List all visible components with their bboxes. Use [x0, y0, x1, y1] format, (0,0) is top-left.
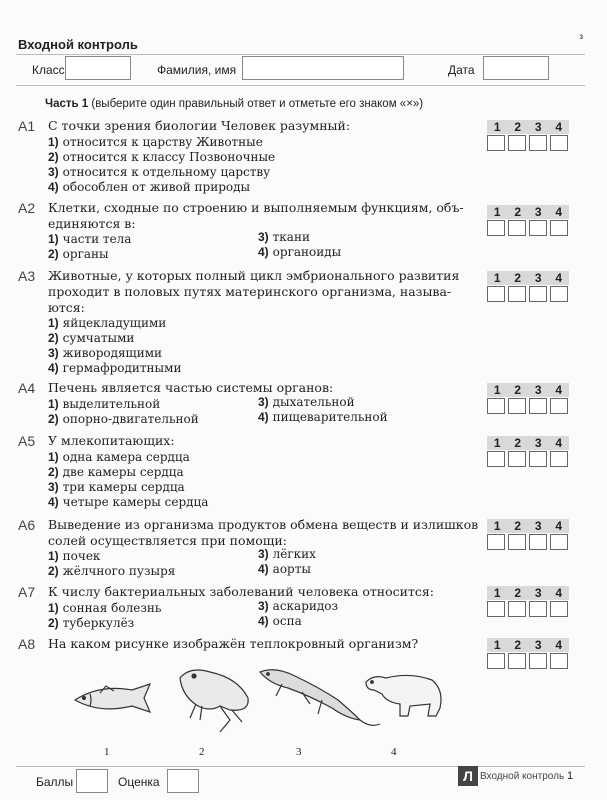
answer-digit: 4: [555, 383, 563, 397]
answer-box-2[interactable]: [508, 398, 526, 414]
option-3: [258, 599, 338, 614]
answer-digit: 1: [493, 638, 501, 652]
option-4: [48, 495, 208, 510]
question-text: [48, 200, 488, 232]
answer-digit: 3: [534, 586, 542, 600]
header-rule-bottom: [16, 85, 585, 86]
answer-digit: 2: [514, 271, 522, 285]
option-4: [258, 614, 302, 629]
option-text: органоиды: [272, 245, 342, 259]
answer-grid-a5: [487, 436, 569, 467]
option-number: 3): [48, 165, 59, 179]
answer-digit: 1: [493, 383, 501, 397]
answer-box-2[interactable]: [508, 601, 526, 617]
grade-label: Оценка: [118, 775, 160, 789]
option-number: 2): [48, 150, 59, 164]
answer-digit: 4: [555, 519, 563, 533]
question-text: [48, 118, 478, 134]
option-text: выделительной: [62, 397, 161, 411]
option-1: [48, 397, 160, 412]
grade-field[interactable]: [167, 769, 199, 793]
picture-label-1: 1: [104, 746, 110, 758]
option-text: ткани: [272, 230, 310, 244]
option-number: 1): [48, 450, 59, 464]
option-3: [258, 547, 316, 562]
option-text: почек: [62, 549, 101, 563]
part-title-bold: Часть 1: [45, 98, 89, 110]
answer-digit: 1: [493, 586, 501, 600]
option-2: [48, 247, 109, 262]
answer-grid-a1: [487, 120, 569, 151]
option-number: 3): [48, 480, 59, 494]
answer-digit: 4: [555, 586, 563, 600]
option-text: лёгких: [272, 547, 316, 561]
page-title: Входной контроль: [18, 37, 138, 52]
option-text: аскаридоз: [272, 599, 339, 613]
picture-label-3: 3: [296, 746, 302, 758]
option-text: живородящими: [62, 346, 163, 360]
question-text: [48, 380, 333, 396]
question-number: А5: [18, 433, 36, 449]
option-text: части тела: [62, 232, 132, 246]
date-field[interactable]: [483, 56, 549, 80]
answer-box-1[interactable]: [487, 220, 505, 236]
answer-box-1[interactable]: [487, 398, 505, 414]
option-number: 1): [48, 316, 59, 330]
question-line: единяются в:: [48, 216, 136, 231]
answer-box-1[interactable]: [487, 286, 505, 302]
answer-box-4[interactable]: [550, 220, 568, 236]
question-line: У млекопитающих:: [48, 433, 175, 448]
answer-digit: 1: [493, 271, 501, 285]
option-3: [48, 346, 162, 361]
answer-digit: 1: [493, 436, 501, 450]
corner-mark: з: [579, 32, 583, 41]
question-line: проходит в половых путях материнского организма, называ-: [48, 284, 452, 299]
question-line: Печень является частью системы органов:: [48, 380, 334, 395]
option-number: 1): [48, 397, 59, 411]
option-number: 2): [48, 564, 59, 578]
fish-picture: [75, 684, 150, 712]
question-text: [48, 584, 488, 600]
option-text: обособлен от живой природы: [62, 180, 251, 194]
option-text: оспа: [272, 614, 302, 628]
option-text: туберкулёз: [62, 616, 135, 630]
footer-rule: [16, 766, 585, 767]
answer-box-4[interactable]: [550, 534, 568, 550]
question-text: [48, 268, 488, 316]
option-3: [48, 480, 185, 495]
option-number: 4): [258, 245, 269, 259]
answer-box-3[interactable]: [529, 534, 547, 550]
answer-box-2[interactable]: [508, 534, 526, 550]
class-field[interactable]: [65, 56, 131, 80]
option-4: [48, 180, 250, 195]
option-2: [48, 465, 184, 480]
question-line: На каком рисунке изображён теплокровный организм?: [48, 636, 419, 651]
question-line: Выведение из организма продуктов обмена веществ и излишков: [48, 517, 479, 532]
option-text: относится к классу Позвоночные: [62, 150, 276, 164]
option-text: яйцекладущими: [62, 316, 167, 330]
question-number: А1: [18, 118, 36, 134]
answer-grid-a6: [487, 519, 569, 550]
option-1: [48, 450, 190, 465]
answer-digit: 2: [514, 586, 522, 600]
answer-digit: 4: [555, 271, 563, 285]
answer-grid-a2: [487, 205, 569, 236]
option-4: [48, 361, 181, 376]
date-label: Дата: [448, 63, 475, 77]
question-text: [48, 636, 488, 652]
question-line: Клетки, сходные по строению и выполняемым функциям, объ-: [48, 200, 464, 215]
option-number: 4): [48, 495, 59, 509]
answer-box-4[interactable]: [550, 451, 568, 467]
option-number: 2): [48, 412, 59, 426]
option-text: сумчатыми: [62, 331, 135, 345]
option-text: четыре камеры сердца: [62, 495, 209, 509]
answer-digit: 4: [555, 436, 563, 450]
answer-digit: 2: [514, 205, 522, 219]
question-line: ются:: [48, 300, 85, 315]
polar-bear-picture: [366, 675, 441, 716]
option-number: 2): [48, 247, 59, 261]
option-2: [48, 412, 199, 427]
option-number: 1): [48, 135, 59, 149]
answer-digit: 1: [493, 120, 501, 134]
name-label: Фамилия, имя: [157, 63, 237, 77]
option-number: 4): [258, 614, 269, 628]
class-label: Класс: [32, 63, 65, 77]
answer-box-4[interactable]: [550, 398, 568, 414]
answer-box-4[interactable]: [550, 135, 568, 151]
option-text: дыхательной: [272, 395, 355, 409]
answer-digit: 2: [514, 436, 522, 450]
option-text: аорты: [272, 562, 311, 576]
answer-digit: 3: [534, 436, 542, 450]
option-4: [258, 562, 311, 577]
option-3: [258, 230, 310, 245]
option-number: 4): [258, 410, 269, 424]
logo-badge: Л: [458, 766, 478, 786]
answer-digit: 1: [493, 519, 501, 533]
answer-digit: 2: [514, 638, 522, 652]
option-1: [48, 549, 100, 564]
score-label: Баллы: [36, 775, 74, 789]
option-4: [258, 245, 341, 260]
option-2: [48, 616, 134, 631]
option-2: [48, 331, 134, 346]
answer-box-1[interactable]: [487, 653, 505, 669]
picture-label-2: 2: [199, 746, 205, 758]
name-field[interactable]: [242, 56, 404, 80]
option-text: одна камера сердца: [62, 450, 190, 464]
answer-digit: 4: [555, 205, 563, 219]
option-text: опорно-двигательной: [62, 412, 199, 426]
option-text: сонная болезнь: [62, 601, 162, 615]
answer-box-2[interactable]: [508, 653, 526, 669]
answer-box-2[interactable]: [508, 451, 526, 467]
answer-box-1[interactable]: [487, 601, 505, 617]
option-3: [258, 395, 355, 410]
page-number: 1: [567, 770, 574, 782]
picture-label-4: 4: [391, 746, 397, 758]
question-number: А2: [18, 200, 36, 216]
question-text: [48, 517, 488, 549]
answer-digit: 4: [555, 120, 563, 134]
answer-box-4[interactable]: [550, 601, 568, 617]
option-1: [48, 601, 161, 616]
score-field[interactable]: [76, 769, 108, 793]
option-text: пищеварительной: [272, 410, 388, 424]
question-number: А8: [18, 636, 36, 652]
option-text: относится к отдельному царству: [62, 165, 271, 179]
answer-digit: 3: [534, 383, 542, 397]
option-1: [48, 316, 166, 331]
option-number: 4): [48, 361, 59, 375]
answer-grid-a4: [487, 383, 569, 414]
option-3: [48, 165, 270, 180]
option-number: 1): [48, 232, 59, 246]
option-text: две камеры сердца: [62, 465, 184, 479]
answer-box-4[interactable]: [550, 653, 568, 669]
answer-box-3[interactable]: [529, 601, 547, 617]
answer-box-2[interactable]: [508, 286, 526, 302]
option-number: 3): [258, 599, 269, 613]
answer-box-1[interactable]: [487, 451, 505, 467]
option-2: [48, 150, 275, 165]
option-number: 2): [48, 616, 59, 630]
answer-grid-a8: [487, 638, 569, 669]
answer-box-1[interactable]: [487, 534, 505, 550]
answer-digit: 3: [534, 519, 542, 533]
question-number: А3: [18, 268, 36, 284]
part-title: [45, 98, 423, 110]
answer-box-3[interactable]: [529, 451, 547, 467]
option-2: [48, 564, 175, 579]
answer-box-3[interactable]: [529, 398, 547, 414]
answer-grid-a3: [487, 271, 569, 302]
option-4: [258, 410, 388, 425]
question-line: К числу бактериальных заболеваний человека относится:: [48, 584, 435, 599]
answer-box-1[interactable]: [487, 135, 505, 151]
option-1: [48, 232, 131, 247]
option-text: относится к царству Животные: [62, 135, 263, 149]
question-number: А7: [18, 584, 36, 600]
option-text: органы: [62, 247, 109, 261]
answer-box-3[interactable]: [529, 220, 547, 236]
answer-digit: 2: [514, 120, 522, 134]
header-rule-top: [16, 54, 585, 55]
answer-digit: 4: [555, 638, 563, 652]
answer-box-3[interactable]: [529, 135, 547, 151]
answer-digit: 3: [534, 120, 542, 134]
answer-grid-a7: [487, 586, 569, 617]
answer-digit: 3: [534, 271, 542, 285]
part-title-instruction: (выберите один правильный ответ и отметьте его знаком «×»): [88, 98, 424, 110]
lizard-picture: [260, 670, 380, 726]
answer-digit: 1: [493, 205, 501, 219]
answer-digit: 2: [514, 519, 522, 533]
option-number: 4): [258, 562, 269, 576]
option-text: жёлчного пузыря: [62, 564, 176, 578]
question-number: А6: [18, 517, 36, 533]
frog-picture: [180, 670, 248, 732]
option-number: 3): [258, 230, 269, 244]
question-line: Животные, у которых полный цикл эмбрионального развития: [48, 268, 460, 283]
option-number: 2): [48, 331, 59, 345]
question-number: А4: [18, 380, 36, 396]
question-line: солей осуществляется при помощи:: [48, 533, 287, 548]
option-number: 3): [48, 346, 59, 360]
answer-box-3[interactable]: [529, 286, 547, 302]
option-number: 1): [48, 549, 59, 563]
option-1: [48, 135, 263, 150]
option-number: 4): [48, 180, 59, 194]
question-text: [48, 433, 175, 449]
animal-pictures: [70, 660, 470, 740]
answer-box-2[interactable]: [508, 220, 526, 236]
answer-digit: 2: [514, 383, 522, 397]
option-number: 1): [48, 601, 59, 615]
option-number: 3): [258, 547, 269, 561]
answer-box-4[interactable]: [550, 286, 568, 302]
answer-digit: 3: [534, 205, 542, 219]
option-number: 3): [258, 395, 269, 409]
running-title: Входной контроль: [480, 771, 565, 782]
answer-digit: 3: [534, 638, 542, 652]
answer-box-2[interactable]: [508, 135, 526, 151]
question-line: С точки зрения биологии Человек разумный:: [48, 118, 351, 133]
answer-box-3[interactable]: [529, 653, 547, 669]
option-text: гермафродитными: [62, 361, 182, 375]
option-number: 2): [48, 465, 59, 479]
option-text: три камеры сердца: [62, 480, 185, 494]
